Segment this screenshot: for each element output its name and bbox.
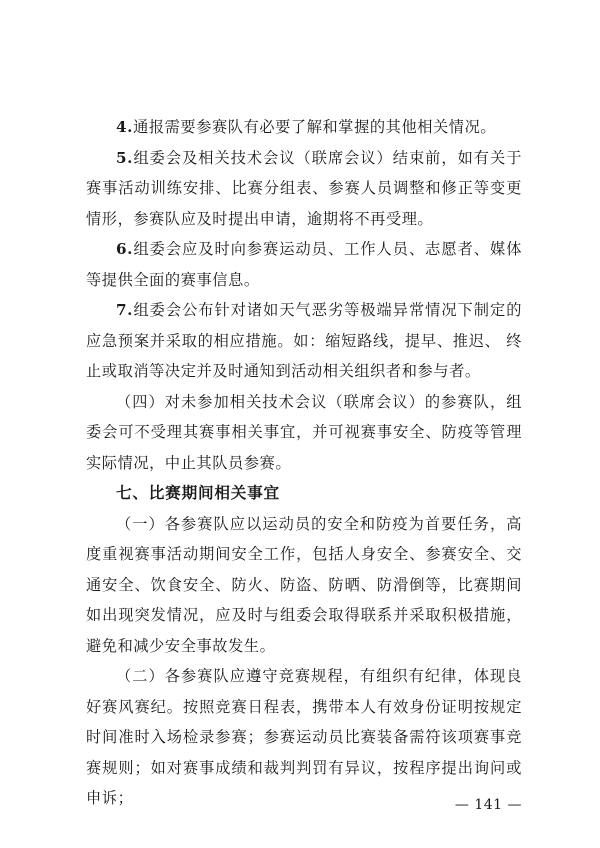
page-number: — 141 — bbox=[454, 797, 522, 813]
item-number: 7. bbox=[116, 301, 134, 319]
paragraph-item-5 bbox=[86, 143, 522, 235]
paragraph-text: 通报需要参赛队有必要了解和掌握的其他相关情况。 bbox=[133, 118, 497, 136]
paragraph-text: （四）对未参加相关技术会议（联席会议）的参赛队，组委会可不受理其赛事相关事宜，并可视赛事安全、防疫等管理实际情况，中止其队员参赛。 bbox=[86, 392, 522, 472]
paragraph-text: 组委会及相关技术会议（联席会议）结束前，如有关于赛事活动训练安排、比赛分组表、参赛人员调整和修正等变更情形，参赛队应及时提出申请，逾期将不再受理。 bbox=[86, 148, 522, 228]
section-paragraph-1: （一）各参赛队应以运动员的安全和防疫为首要任务，高度重视赛事活动期间安全工作，包括人身安全、参赛安全、交通安全、饮食安全、防火、防盗、防晒、防滑倒等，比赛期间如出现突发情况，应及时与组委会取得联系并采取积极措施，避免和减少安全事故发生。 bbox=[86, 514, 522, 655]
page-content bbox=[86, 112, 522, 814]
paragraph-text: 组委会公布针对诸如天气恶劣等极端异常情况下制定的应急预案并采取的相应措施。如：缩短路线，提早、推迟、 终止或取消等决定并及时通知到活动相关组织者和参与者。 bbox=[86, 301, 522, 380]
paragraph-item-7 bbox=[86, 295, 522, 387]
section-heading: 七、比赛期间相关事宜 bbox=[116, 484, 280, 502]
item-number: 6. bbox=[116, 240, 134, 258]
section-paragraph-2: （二）各参赛队应遵守竞赛规程，有组织有纪律，体现良好赛风赛纪。按照竞赛日程表，携带本人有效身份证明按规定时间准时入场检录参赛；参赛运动员比赛装备需符该项赛事竞赛规则；如对赛事成绩和裁判判罚有异议，按程序提出询问或申诉； bbox=[86, 667, 522, 807]
item-number: 5. bbox=[116, 148, 134, 167]
item-number: 4. bbox=[116, 118, 134, 136]
paragraph-item-6 bbox=[86, 234, 522, 295]
paragraph-item-4-section bbox=[86, 387, 522, 479]
paragraph-item-4 bbox=[86, 112, 522, 143]
paragraph-text: 组委会应及时向参赛运动员、工作人员、志愿者、媒体等提供全面的赛事信息。 bbox=[86, 240, 522, 289]
